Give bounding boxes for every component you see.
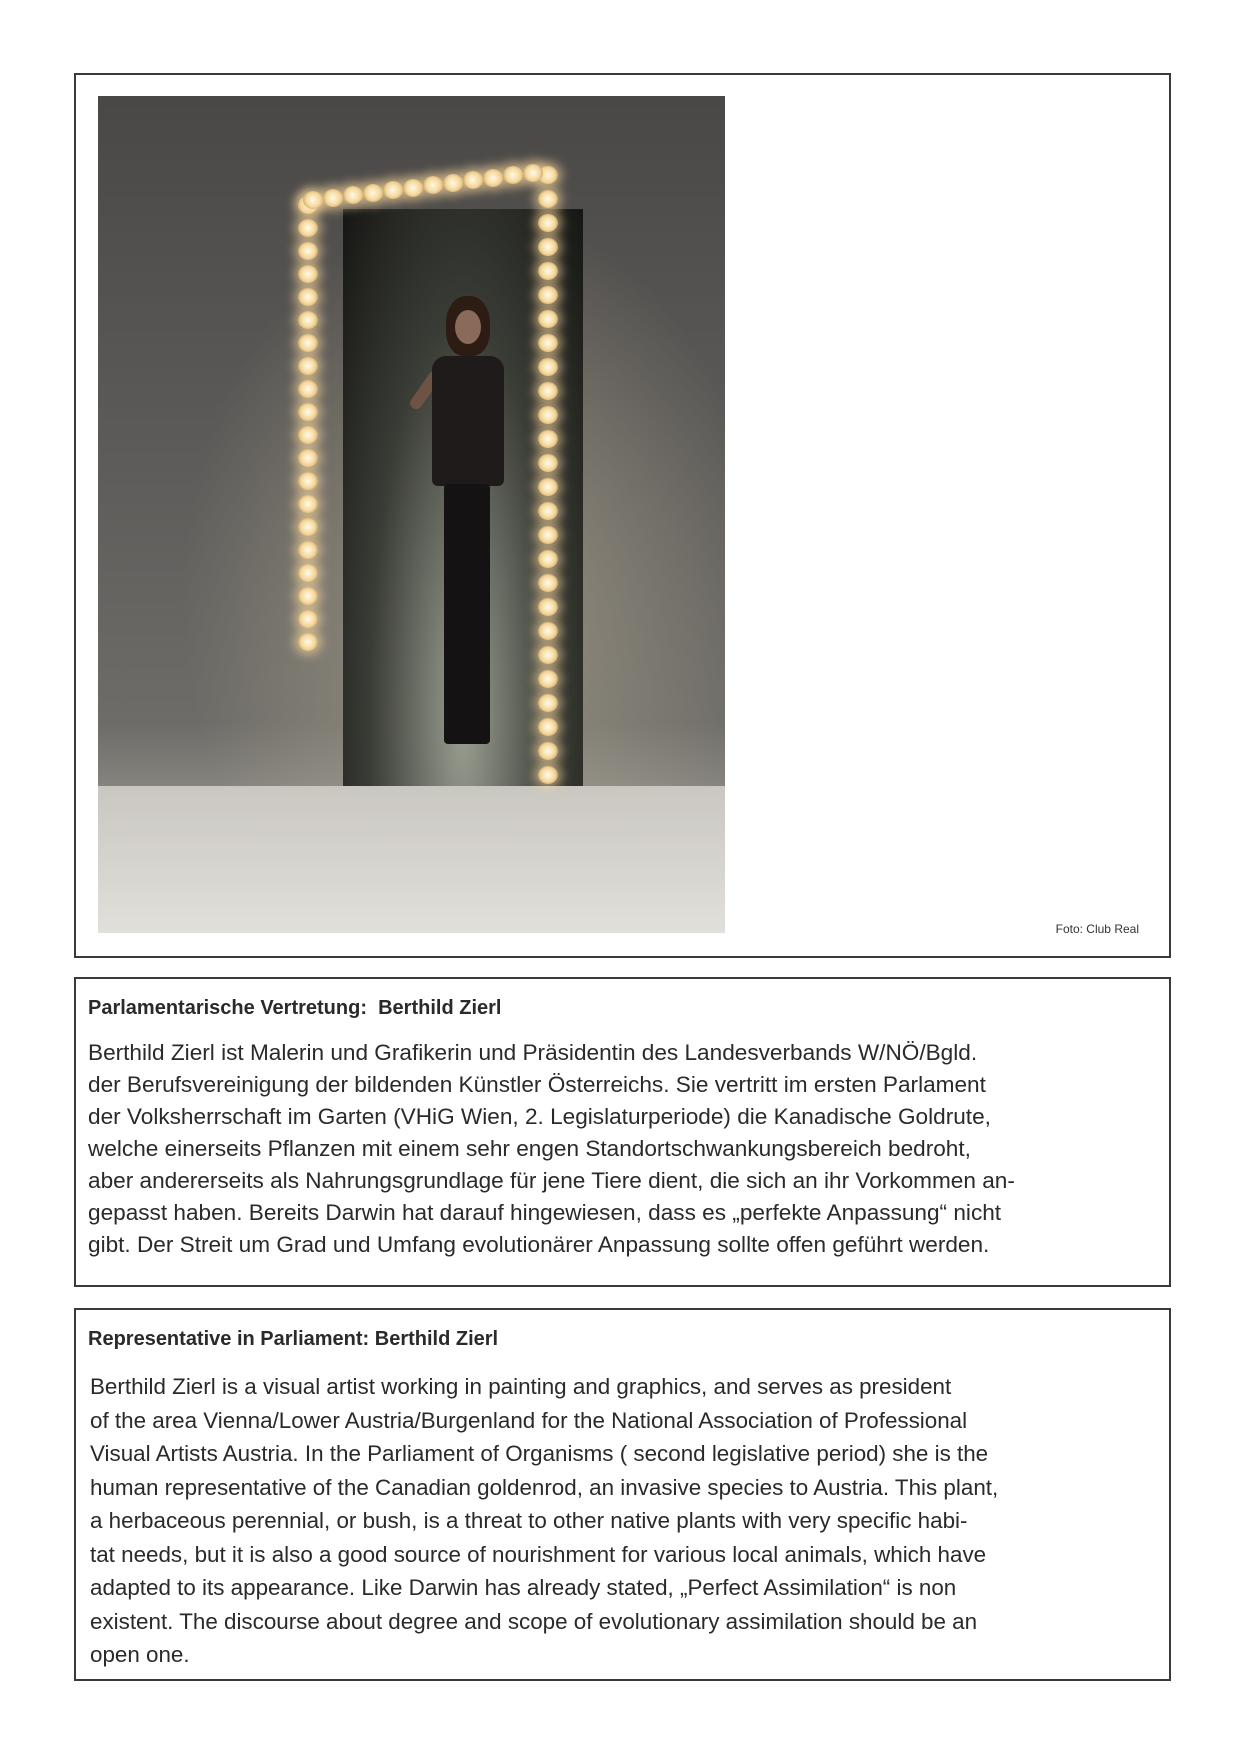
light-bulb — [538, 622, 558, 640]
light-bulb — [538, 454, 558, 472]
portrait-photo — [98, 96, 725, 933]
light-bulb — [538, 526, 558, 544]
light-bulb — [523, 164, 543, 182]
text-line: gibt. Der Streit um Grad und Umfang evolutionärer Anpassung sollte offen geführt werden. — [88, 1232, 990, 1257]
light-bulb — [538, 670, 558, 688]
light-bulb — [298, 587, 318, 605]
english-text-box — [74, 1308, 1171, 1681]
light-bulb — [538, 430, 558, 448]
light-bulb — [443, 174, 463, 192]
light-bulb — [538, 742, 558, 760]
floor — [98, 786, 725, 933]
text-line: adapted to its appearance. Like Darwin has already stated, „Perfect Assimilation“ is non — [90, 1575, 957, 1600]
light-bulb — [538, 190, 558, 208]
light-bulb — [298, 633, 318, 651]
photo-frame — [74, 73, 1171, 958]
light-bulb — [298, 265, 318, 283]
light-bulb — [298, 380, 318, 398]
light-bulb — [298, 357, 318, 375]
light-bulb — [538, 646, 558, 664]
person-figure — [428, 296, 508, 796]
light-bulb — [538, 718, 558, 736]
german-paragraph — [88, 1037, 1158, 1261]
text-line: open one. — [90, 1642, 190, 1667]
light-bulb — [323, 189, 343, 207]
light-bulb — [538, 382, 558, 400]
light-bulb — [298, 426, 318, 444]
light-bulb — [343, 186, 363, 204]
light-bulb — [298, 472, 318, 490]
light-bulb — [298, 242, 318, 260]
german-text-box — [74, 977, 1171, 1287]
light-bulb — [298, 403, 318, 421]
light-bulb — [538, 766, 558, 784]
light-bulb — [298, 219, 318, 237]
light-bulb — [298, 610, 318, 628]
photo-credit: Foto: Club Real — [1055, 922, 1139, 936]
light-bulb — [538, 214, 558, 232]
text-line: Berthild Zierl ist Malerin und Grafikerin und Präsidentin des Landesverbands W/NÖ/Bgld. — [88, 1040, 978, 1065]
light-bulb — [298, 449, 318, 467]
light-bulb — [423, 176, 443, 194]
light-bulb — [538, 502, 558, 520]
light-bulb — [538, 262, 558, 280]
light-bulb — [298, 518, 318, 536]
light-bulb — [298, 495, 318, 513]
light-bulb — [303, 191, 323, 209]
light-bulb — [538, 310, 558, 328]
english-paragraph — [90, 1370, 1160, 1672]
light-bulb — [298, 541, 318, 559]
text-line: a herbaceous perennial, or bush, is a threat to other native plants with very specific habi- — [90, 1508, 968, 1533]
text-line: der Volksherrschaft im Garten (VHiG Wien, 2. Legislaturperiode) die Kanadische Goldrute, — [88, 1104, 991, 1129]
light-bulb — [538, 550, 558, 568]
text-line: tat needs, but it is also a good source of nourishment for various local animals, which have — [90, 1541, 987, 1567]
light-bulb — [538, 598, 558, 616]
english-title: Representative in Parliament: Berthild Zierl — [88, 1328, 499, 1350]
light-bulb — [538, 478, 558, 496]
light-bulb — [483, 169, 503, 187]
text-line: of the area Vienna/Lower Austria/Burgenland for the National Association of Professional — [90, 1407, 968, 1433]
text-line: aber andererseits als Nahrungsgrundlage für jene Tiere dient, die sich an ihr Vorkommen an- — [88, 1168, 1015, 1193]
light-bulb — [363, 184, 383, 202]
light-bulb — [538, 238, 558, 256]
text-line: existent. The discourse about degree and scope of evolutionary assimilation should be an — [90, 1608, 978, 1634]
light-bulb — [538, 358, 558, 376]
light-bulb — [298, 288, 318, 306]
light-bulb — [538, 694, 558, 712]
light-bulb — [403, 179, 423, 197]
light-bulb — [538, 574, 558, 592]
light-bulb — [463, 171, 483, 189]
text-line: welche einerseits Pflanzen mit einem sehr engen Standortschwankungsbereich bedroht, — [88, 1136, 971, 1161]
light-bulb — [538, 334, 558, 352]
german-title: Parlamentarische Vertretung: Berthild Zierl — [88, 997, 502, 1019]
light-bulb — [298, 311, 318, 329]
light-bulb — [298, 564, 318, 582]
light-bulb — [383, 181, 403, 199]
text-line: der Berufsvereinigung der bildenden Künstler Österreichs. Sie vertritt im ersten Parlament — [88, 1072, 986, 1097]
text-line: gepasst haben. Bereits Darwin hat darauf hingewiesen, dass es „perfekte Anpassung“ nicht — [88, 1200, 1002, 1225]
light-bulb — [538, 406, 558, 424]
text-line: human representative of the Canadian goldenrod, an invasive species to Austria. This plant, — [90, 1474, 999, 1500]
text-line: Berthild Zierl is a visual artist working in painting and graphics, and serves as president — [90, 1374, 952, 1399]
light-bulb — [298, 334, 318, 352]
light-bulb — [503, 166, 523, 184]
light-bulb — [538, 286, 558, 304]
text-line: Visual Artists Austria. In the Parliament of Organisms ( second legislative period) she is the — [90, 1441, 989, 1466]
